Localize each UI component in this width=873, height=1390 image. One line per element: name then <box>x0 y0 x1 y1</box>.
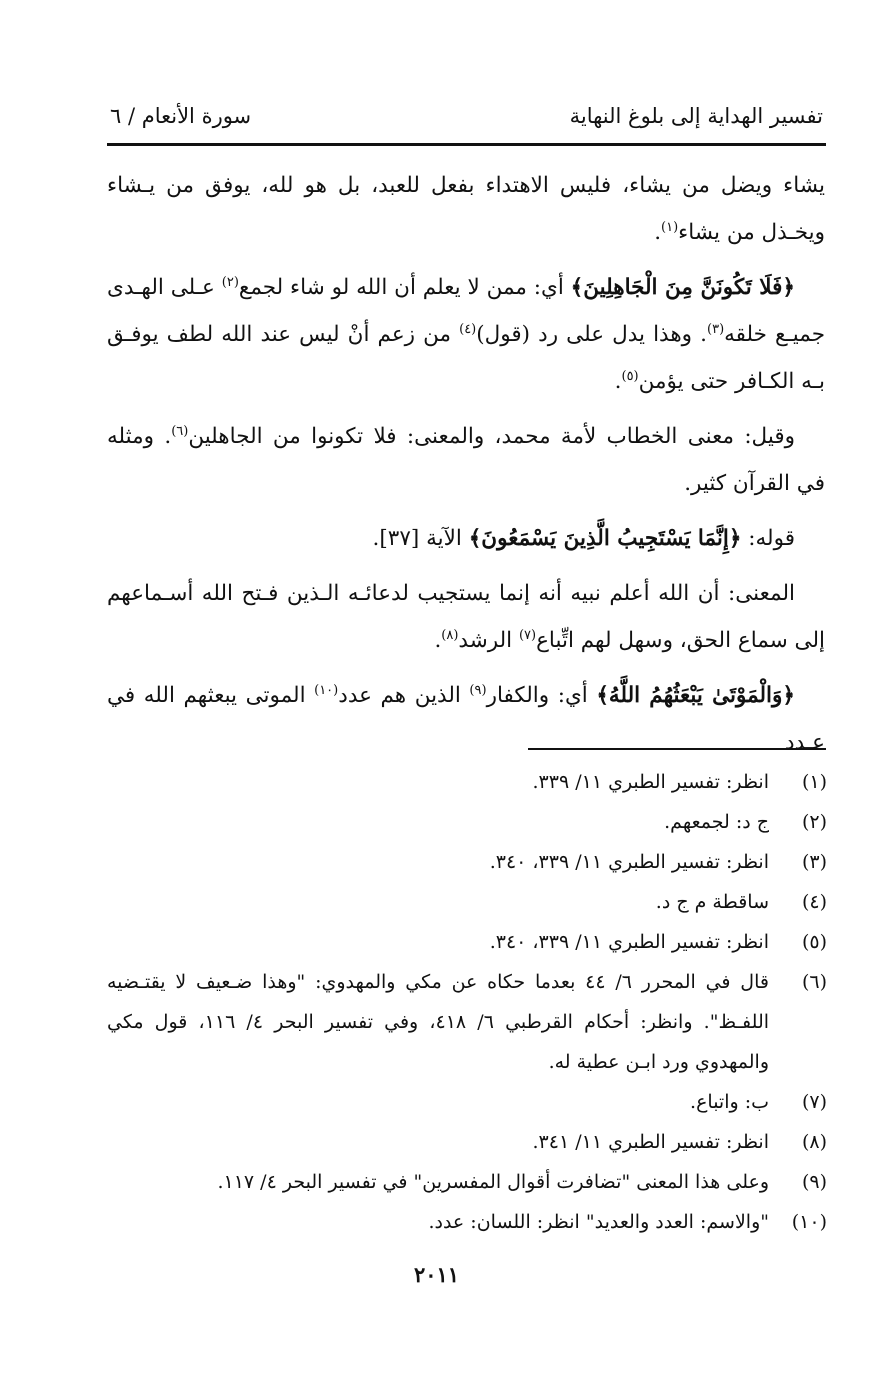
footnote-text: وعلى هذا المعنى "تضافرت أقوال المفسرين" في تفسير البحر ٤/ ١١٧. <box>217 1171 769 1193</box>
footnote-item <box>107 922 827 962</box>
footnote-ref: (٥) <box>621 368 639 384</box>
footnote-separator <box>528 748 826 750</box>
footnote-item <box>107 802 827 842</box>
paragraph-text: أي: ممن لا يعلم أن الله لو شاء لجمع <box>238 275 571 300</box>
footnotes-list <box>107 762 827 1242</box>
footnote-number: (١٠) <box>791 1211 827 1233</box>
paragraph-text: الآية [٣٧]. <box>372 526 469 551</box>
book-title: تفسير الهداية إلى بلوغ النهاية <box>569 104 823 128</box>
footnote-ref: (٩) <box>469 682 487 698</box>
paragraph-text: . <box>654 220 662 245</box>
paragraph-text: قوله: <box>741 526 795 551</box>
paragraph-text: من زعم أنْ ليس عند الله لطف يوفـق بـه الكـافر حتى يؤمن <box>107 322 825 394</box>
paragraph-5 <box>107 570 825 664</box>
footnote-item <box>107 1122 827 1162</box>
footnote-item <box>107 1082 827 1122</box>
paragraph-text: الرشد <box>458 628 519 653</box>
paragraph-text: الموتى يبعثهم الله في عـدد <box>107 683 825 755</box>
paragraph-text: . <box>434 628 442 653</box>
footnote-text: ج د: لجمعهم. <box>664 811 769 833</box>
quran-verse: ﴿وَالْمَوْتَىٰ يَبْعَثُهُمُ اللَّهُ﴾ <box>596 683 796 708</box>
footnote-number: (٦) <box>801 971 827 993</box>
paragraph-4 <box>107 515 825 562</box>
paragraph-text: وقيل: معنى الخطاب لأمة محمد، والمعنى: فلا تكونوا من الجاهلين <box>188 424 795 449</box>
quran-verse: ﴿فَلَا تَكُونَنَّ مِنَ الْجَاهِلِينَ﴾ <box>570 275 795 300</box>
paragraph-text: عـلى الهـدى جميـع خلقه <box>107 275 825 347</box>
paragraph-text: . وهذا يدل على رد (قول) <box>476 322 707 347</box>
footnote-number: (٩) <box>801 1171 827 1193</box>
paragraph-2 <box>107 264 825 405</box>
footnote-text: انظر: تفسير الطبري ١١/ ٣٤١. <box>532 1131 769 1153</box>
footnote-ref: (١٠) <box>314 682 339 698</box>
footnote-ref: (٧) <box>518 627 537 643</box>
paragraph-text: الذين هم عدد <box>338 683 470 708</box>
footnote-number: (٤) <box>801 891 827 913</box>
footnote-number: (٢) <box>801 811 827 833</box>
footnote-ref: (٢) <box>221 274 239 290</box>
main-text <box>107 162 825 774</box>
paragraph-text: يشاء ويضل من يشاء، فليس الاهتداء بفعل للعبد، بل هو لله، يوفق من يـشاء ويخـذل من يشاء <box>107 173 825 245</box>
footnote-text: قال في المحرر ٦/ ٤٤ بعدما حكاه عن مكي والمهدوي: "وهذا ضـعيف لا يقتـضيه اللفـظ". وانظر: أحكام القرطبي ٦/ ٤١٨، وفي تفسير البحر ٤/ ١١٦، قول مكي والمهدوي ورد ابـن عطية له. <box>107 971 770 1073</box>
quran-verse: ﴿إِنَّمَا يَسْتَجِيبُ الَّذِينَ يَسْمَعُونَ﴾ <box>468 526 742 551</box>
footnote-text: "والاسم: العدد والعديد" انظر: اللسان: عدد. <box>428 1211 769 1233</box>
header-rule <box>107 143 826 146</box>
footnote-ref: (٣) <box>707 321 725 337</box>
footnote-text: انظر: تفسير الطبري ١١/ ٣٣٩. <box>532 771 769 793</box>
footnote-item <box>107 1202 827 1242</box>
surah-label: سورة الأنعام / ٦ <box>110 104 252 128</box>
footnote-number: (١) <box>801 771 827 793</box>
footnote-item <box>107 762 827 802</box>
footnote-ref: (٨) <box>441 627 459 643</box>
footnote-number: (٥) <box>801 931 827 953</box>
footnote-text: ب: واتباع. <box>690 1091 769 1113</box>
page-number: ٢٠١١ <box>413 1262 460 1287</box>
footnote-number: (٨) <box>801 1131 827 1153</box>
page-header <box>100 98 823 138</box>
footnote-text: انظر: تفسير الطبري ١١/ ٣٣٩، ٣٤٠. <box>489 931 769 953</box>
footnote-item <box>107 842 827 882</box>
paragraph-text: المعنى: أن الله أعلم نبيه أنه إنما يستجيب لدعائـه الـذين فـتح الله أسـماعهم إلى سماع الحق، وسهل لهم اتِّباع <box>107 581 825 653</box>
paragraph-text: . <box>614 369 622 394</box>
paragraph-3 <box>107 413 825 507</box>
paragraph-text: . ومثله في القرآن كثير. <box>107 424 825 496</box>
paragraph-text: أي: والكفار <box>486 683 597 708</box>
footnote-number: (٧) <box>801 1091 827 1113</box>
footnote-item <box>107 962 827 1082</box>
footnote-ref: (١) <box>661 219 679 235</box>
paragraph-1 <box>107 162 825 256</box>
paragraph-6 <box>107 672 825 766</box>
footnote-ref: (٦) <box>171 423 189 439</box>
footnote-text: انظر: تفسير الطبري ١١/ ٣٣٩، ٣٤٠. <box>489 851 769 873</box>
footnote-number: (٣) <box>801 851 827 873</box>
footnote-item <box>107 1162 827 1202</box>
footnote-ref: (٤) <box>459 321 477 337</box>
footnote-item <box>107 882 827 922</box>
footnote-text: ساقطة م ج د. <box>655 891 769 913</box>
